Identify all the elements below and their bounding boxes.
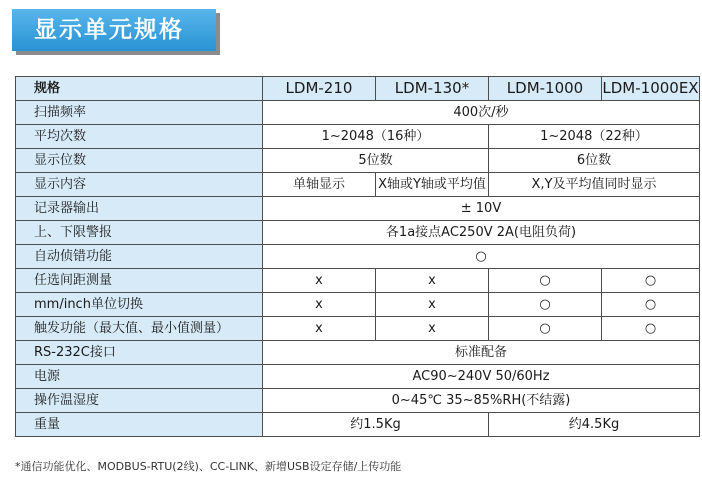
row-label: 上、下限警报	[16, 221, 263, 245]
table-cell: 约4.5Kg	[489, 413, 700, 437]
table-cell: 1~2048（22种）	[489, 125, 700, 149]
row-label: 平均次数	[16, 125, 263, 149]
row-label: 触发功能（最大值、最小值测量）	[16, 317, 263, 341]
section-title-banner	[12, 9, 216, 51]
table-row	[16, 413, 700, 437]
table-cell: ○	[489, 317, 602, 341]
table-row	[16, 173, 700, 197]
table-cell: ○	[489, 293, 602, 317]
table-cell: ○	[263, 245, 700, 269]
row-label: 任选间距测量	[16, 269, 263, 293]
section-title: 显示单元规格	[34, 17, 184, 43]
table-cell: x	[263, 269, 376, 293]
table-row	[16, 149, 700, 173]
row-label: 记录器输出	[16, 197, 263, 221]
row-label: 扫描频率	[16, 101, 263, 125]
table-cell: x	[376, 317, 489, 341]
table-header-row	[16, 77, 700, 101]
table-cell: 单轴显示	[263, 173, 376, 197]
header-label: 规格	[16, 77, 263, 101]
model-header: LDM-210	[263, 77, 376, 101]
table-row	[16, 317, 700, 341]
table-row	[16, 125, 700, 149]
table-cell: ○	[602, 269, 700, 293]
row-label: 显示内容	[16, 173, 263, 197]
table-row	[16, 365, 700, 389]
table-cell: X,Y及平均值同时显示	[489, 173, 700, 197]
model-header: LDM-1000	[489, 77, 602, 101]
table-cell: ± 10V	[263, 197, 700, 221]
table-cell: 约1.5Kg	[263, 413, 489, 437]
table-cell: 400次/秒	[263, 101, 700, 125]
table-cell: x	[376, 293, 489, 317]
table-cell: X轴或Y轴或平均值	[376, 173, 489, 197]
row-label: 操作温湿度	[16, 389, 263, 413]
row-label: 电源	[16, 365, 263, 389]
table-cell: ○	[602, 293, 700, 317]
footnote: *通信功能优化、MODBUS-RTU(2线)、CC-LINK、新增USB设定存储/上传功能	[15, 460, 402, 473]
table-row	[16, 245, 700, 269]
table-cell: x	[376, 269, 489, 293]
table-cell: 1~2048（16种）	[263, 125, 489, 149]
table-cell: ○	[489, 269, 602, 293]
table-row	[16, 101, 700, 125]
table-cell: 6位数	[489, 149, 700, 173]
table-cell: 0~45℃ 35~85%RH(不结露)	[263, 389, 700, 413]
table-row	[16, 197, 700, 221]
row-label: 重量	[16, 413, 263, 437]
row-label: 显示位数	[16, 149, 263, 173]
row-label: 自动侦错功能	[16, 245, 263, 269]
table-cell: 各1a接点AC250V 2A(电阻负荷)	[263, 221, 700, 245]
model-header: LDM-1000EX	[602, 77, 700, 101]
table-cell: x	[263, 317, 376, 341]
table-row	[16, 341, 700, 365]
table-cell: ○	[602, 317, 700, 341]
table-row	[16, 221, 700, 245]
table-cell: AC90~240V 50/60Hz	[263, 365, 700, 389]
spec-table	[15, 76, 700, 437]
table-cell: 5位数	[263, 149, 489, 173]
model-header: LDM-130*	[376, 77, 489, 101]
table-row	[16, 293, 700, 317]
table-cell: 标准配备	[263, 341, 700, 365]
table-row	[16, 389, 700, 413]
table-row	[16, 269, 700, 293]
row-label: RS-232C接口	[16, 341, 263, 365]
row-label: mm/inch单位切换	[16, 293, 263, 317]
table-cell: x	[263, 293, 376, 317]
